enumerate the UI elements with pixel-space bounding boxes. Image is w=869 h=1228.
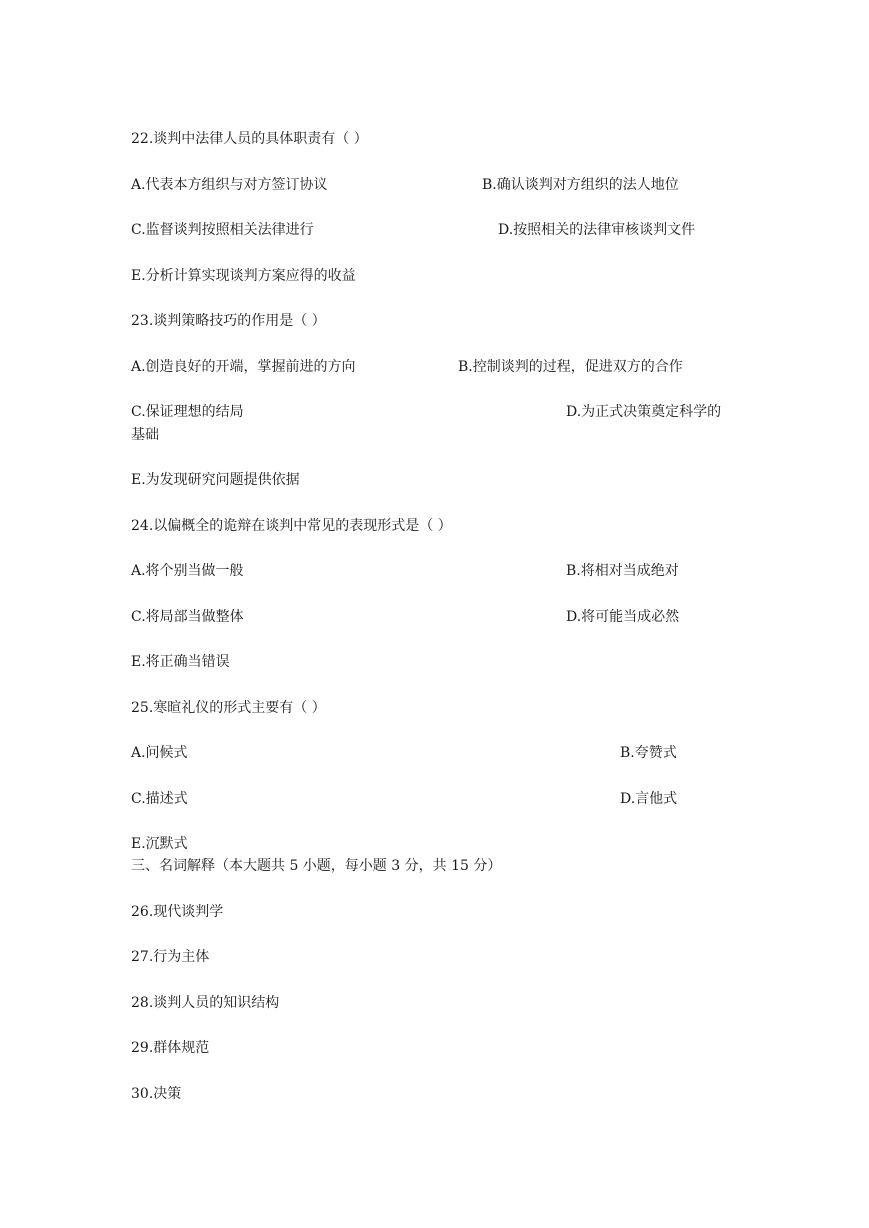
question-22-option-a: A.代表本方组织与对方签订协议: [131, 177, 328, 193]
term-28: 28.谈判人员的知识结构: [131, 995, 280, 1011]
question-25-option-c: C.描述式: [131, 791, 188, 807]
question-25-stem: 25.寒暄礼仪的形式主要有（ ）: [131, 700, 326, 716]
question-22-stem: 22.谈判中法律人员的具体职责有（ ）: [131, 131, 368, 147]
term-30: 30.决策: [131, 1086, 182, 1102]
question-25-option-b: B.夸赞式: [620, 745, 677, 761]
question-23-option-e: E.为发现研究问题提供依据: [131, 472, 300, 488]
section-3-heading: 三、名词解释（本大题共 5 小题，每小题 3 分，共 15 分）: [131, 858, 502, 874]
term-29: 29.群体规范: [131, 1040, 210, 1056]
question-23-option-d-continued: 基础: [131, 427, 159, 443]
question-23-option-c: C.保证理想的结局: [131, 404, 244, 420]
term-27: 27.行为主体: [131, 949, 210, 965]
question-25-option-d: D.言他式: [620, 791, 678, 807]
question-22-option-d: D.按照相关的法律审核谈判文件: [498, 222, 696, 238]
question-23-option-a: A.创造良好的开端，掌握前进的方向: [131, 359, 356, 375]
term-26: 26.现代谈判学: [131, 904, 224, 920]
question-25-option-e: E.沉默式: [131, 836, 188, 852]
question-23-option-d: D.为正式决策奠定科学的: [566, 404, 722, 420]
question-22-option-e: E.分析计算实现谈判方案应得的收益: [131, 268, 356, 284]
question-24-stem: 24.以偏概全的诡辩在谈判中常见的表现形式是（ ）: [131, 518, 452, 534]
question-22-option-c: C.监督谈判按照相关法律进行: [131, 222, 314, 238]
question-25-option-a: A.问候式: [131, 745, 188, 761]
question-22-option-b: B.确认谈判对方组织的法人地位: [482, 177, 679, 193]
question-23-stem: 23.谈判策略技巧的作用是（ ）: [131, 313, 326, 329]
question-24-option-a: A.将个别当做一般: [131, 563, 244, 579]
question-24-option-c: C.将局部当做整体: [131, 609, 244, 625]
question-24-option-e: E.将正确当错误: [131, 654, 230, 670]
question-23-option-b: B.控制谈判的过程，促进双方的合作: [458, 359, 683, 375]
question-24-option-b: B.将相对当成绝对: [566, 563, 679, 579]
question-24-option-d: D.将可能当成必然: [566, 609, 680, 625]
